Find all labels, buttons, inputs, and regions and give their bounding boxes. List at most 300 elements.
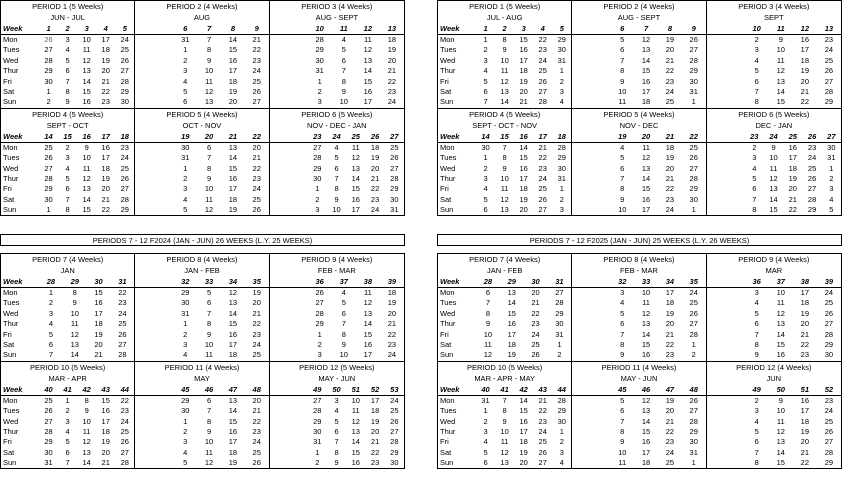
date-cell: 31 [555, 329, 564, 339]
week-header-row [135, 131, 268, 143]
day-row [438, 298, 571, 308]
day-row [135, 66, 268, 76]
day-row [572, 164, 705, 174]
week-number: 21 [665, 131, 675, 141]
day-row [270, 153, 404, 163]
date-cell: 8 [502, 35, 507, 44]
date-cell: 21 [665, 173, 675, 183]
date-cell: 1 [317, 329, 322, 339]
week-label: Week [440, 131, 460, 141]
day-label [135, 330, 173, 340]
day-row [135, 396, 268, 406]
week-label: Week [440, 24, 460, 33]
date-cell: 14 [363, 319, 373, 329]
date-cell: 24 [390, 395, 399, 405]
date-cell: 30 [44, 76, 53, 86]
day-label [135, 319, 173, 329]
week-number: 35 [689, 277, 698, 286]
date-cell: 28 [120, 458, 129, 468]
date-cell: 12 [204, 86, 214, 96]
day-row [572, 205, 705, 215]
date-cell: 20 [252, 298, 261, 308]
day-row [572, 427, 705, 437]
date-cell: 19 [519, 447, 528, 457]
day-label [135, 309, 173, 319]
date-cell: 31 [44, 458, 53, 468]
week-number: 39 [824, 277, 834, 286]
date-cell: 29 [120, 205, 129, 215]
date-cell: 19 [370, 153, 380, 163]
day-row [572, 406, 705, 416]
day-row [572, 97, 705, 107]
day-row [572, 350, 705, 360]
date-cell: 1 [46, 86, 51, 96]
date-cell: 13 [82, 184, 91, 194]
date-cell: 15 [641, 339, 651, 349]
day-row [572, 448, 705, 458]
day-label: Fri [3, 76, 12, 86]
day-row [135, 406, 268, 416]
week-header-row [1, 276, 134, 288]
date-cell: 25 [538, 184, 547, 194]
date-cell: 27 [824, 76, 834, 86]
date-cell: 5 [483, 76, 488, 86]
date-cell: 16 [101, 142, 110, 152]
date-cell: 15 [228, 163, 238, 173]
period-title: PERIOD 2 (4 Weeks) [166, 2, 238, 11]
week-number: 26 [807, 131, 817, 141]
date-cell: 9 [206, 426, 212, 436]
date-cell: 5 [483, 447, 488, 457]
day-label [135, 396, 173, 406]
date-cell: 10 [204, 339, 214, 349]
day-label: Sat [440, 194, 452, 204]
date-cell: 4 [620, 142, 625, 152]
week-number: 20 [204, 131, 214, 141]
date-cell: 23 [665, 437, 675, 447]
date-cell: 31 [181, 35, 190, 44]
day-label: Tues [3, 153, 20, 163]
day-label [572, 184, 610, 194]
day-row [135, 56, 268, 66]
week-number: 12 [363, 24, 373, 33]
week-header-row [270, 23, 404, 35]
week-label [707, 276, 745, 287]
date-cell: 19 [800, 66, 810, 76]
date-cell: 4 [341, 35, 346, 44]
date-cell: 31 [181, 153, 190, 163]
week-number: 36 [315, 277, 324, 286]
date-cell: 21 [252, 406, 261, 416]
period-title: PERIOD 8 (4 Weeks) [603, 255, 675, 264]
day-label [135, 205, 173, 215]
date-cell: 29 [44, 66, 53, 76]
day-label [572, 153, 610, 163]
date-cell: 8 [72, 288, 77, 297]
date-cell: 9 [65, 97, 70, 107]
date-cell: 2 [183, 173, 188, 183]
week-number: 41 [63, 384, 72, 394]
day-row [270, 87, 404, 97]
date-cell: 3 [754, 45, 759, 55]
date-cell: 10 [483, 329, 493, 339]
date-cell: 22 [665, 426, 675, 436]
day-label: Thur [440, 319, 456, 329]
date-cell: 24 [538, 426, 547, 436]
day-label [270, 350, 308, 360]
date-cell: 22 [370, 184, 380, 194]
date-cell: 3 [754, 288, 759, 297]
date-cell: 15 [776, 97, 785, 107]
date-cell: 14 [641, 55, 651, 65]
date-cell: 28 [807, 194, 817, 204]
date-cell: 21 [538, 395, 547, 405]
day-row [438, 427, 571, 437]
day-row [270, 184, 404, 194]
date-cell: 31 [313, 437, 322, 447]
day-row [438, 350, 571, 360]
date-cell: 30 [44, 194, 53, 204]
day-row [270, 97, 404, 107]
date-cell: 8 [620, 426, 625, 436]
week-number: 24 [332, 131, 341, 141]
date-cell: 26 [531, 350, 540, 360]
date-cell: 14 [228, 308, 238, 318]
date-cell: 7 [620, 329, 625, 339]
date-cell: 16 [363, 339, 373, 349]
date-cell: 19 [665, 395, 675, 405]
date-cell: 17 [665, 288, 675, 297]
day-row [270, 458, 404, 468]
week-number: 10 [752, 24, 761, 33]
date-cell: 9 [334, 194, 339, 204]
date-cell: 28 [824, 447, 834, 457]
day-label [572, 35, 610, 45]
date-cell: 17 [363, 350, 373, 360]
day-row [1, 97, 134, 107]
date-cell: 15 [769, 205, 778, 215]
date-cell: 28 [313, 406, 322, 416]
date-cell: 8 [65, 86, 70, 96]
day-label [270, 77, 308, 87]
period-title: PERIOD 3 (4 Weeks) [301, 2, 373, 11]
date-cell: 26 [807, 173, 817, 183]
date-cell: 24 [252, 66, 261, 76]
period-months: SEPT [764, 13, 784, 22]
date-cell: 16 [351, 194, 360, 204]
day-row [707, 309, 841, 319]
date-cell: 19 [228, 205, 238, 215]
date-cell: 15 [641, 66, 651, 76]
day-label [135, 174, 173, 184]
period-months: NOV - DEC - JAN [307, 120, 367, 130]
date-cell: 6 [334, 163, 339, 173]
date-cell: 12 [500, 76, 509, 86]
day-label [270, 330, 308, 340]
period-block [135, 1, 269, 109]
period-block [572, 254, 706, 362]
day-label: Sun [440, 458, 454, 468]
date-cell: 12 [776, 426, 785, 436]
week-number: 34 [228, 277, 238, 286]
week-number: 45 [181, 384, 190, 394]
day-label: Sat [440, 447, 452, 457]
date-cell: 14 [776, 447, 785, 457]
day-row [707, 319, 841, 329]
calendar-f2024-bottom [0, 253, 405, 469]
day-row [572, 298, 705, 308]
day-label [270, 153, 308, 163]
period-block [1, 254, 135, 362]
day-label [707, 406, 745, 416]
date-cell: 10 [332, 205, 341, 215]
day-label [572, 174, 610, 184]
week-number: 40 [44, 384, 53, 394]
date-cell: 21 [531, 298, 540, 308]
date-cell: 25 [252, 447, 261, 457]
day-label: Fri [440, 184, 449, 194]
periods-1-6-grid [438, 1, 841, 215]
date-cell: 23 [665, 194, 675, 204]
date-cell: 29 [44, 184, 53, 194]
date-cell: 29 [181, 288, 190, 297]
date-cell: 22 [387, 76, 397, 86]
date-cell: 22 [370, 447, 380, 457]
date-cell: 6 [341, 308, 346, 318]
day-label: Mon [440, 395, 455, 405]
date-cell: 12 [776, 66, 785, 76]
week-number: 15 [63, 131, 72, 141]
date-cell: 25 [531, 339, 540, 349]
date-cell: 14 [351, 173, 360, 183]
date-cell: 27 [689, 406, 698, 416]
date-cell: 3 [315, 205, 320, 215]
day-row [270, 205, 404, 215]
week-header-row [572, 23, 705, 35]
day-row [135, 288, 268, 298]
date-cell: 25 [118, 319, 127, 329]
week-number: 28 [46, 277, 56, 286]
day-label [707, 184, 745, 194]
period-title: PERIOD 1 (5 Weeks) [469, 2, 541, 11]
date-cell: 21 [800, 329, 810, 339]
date-cell: 29 [44, 437, 53, 447]
date-cell: 24 [689, 288, 698, 297]
date-cell: 30 [689, 76, 698, 86]
date-cell: 14 [82, 458, 91, 468]
day-label: Thur [3, 319, 19, 329]
week-header-row [438, 384, 571, 396]
day-label [135, 195, 173, 205]
date-cell: 20 [94, 339, 103, 349]
week-number: 51 [800, 384, 810, 394]
period-block [707, 1, 841, 109]
date-cell: 3 [559, 447, 564, 457]
date-cell: 31 [689, 86, 698, 96]
date-cell: 6 [65, 66, 70, 76]
date-cell: 24 [665, 447, 675, 457]
date-cell: 8 [341, 76, 346, 86]
week-label [135, 131, 173, 142]
date-cell: 3 [183, 184, 188, 194]
week-number: 34 [665, 277, 675, 286]
period-months: MAY [194, 373, 210, 383]
day-row [438, 309, 571, 319]
day-label [707, 87, 745, 97]
date-cell: 13 [228, 142, 238, 152]
date-cell: 7 [620, 416, 625, 426]
day-label: Tues [3, 406, 20, 416]
week-header-row [135, 384, 268, 396]
day-row [438, 319, 571, 329]
period-block [135, 109, 269, 216]
date-cell: 6 [483, 458, 488, 468]
day-row [135, 437, 268, 447]
week-number: 52 [824, 384, 834, 394]
day-label: Tues [440, 45, 457, 55]
day-label [707, 97, 745, 107]
date-cell: 16 [82, 97, 91, 107]
week-number: 50 [776, 384, 785, 394]
day-label [270, 164, 308, 174]
date-cell: 16 [228, 55, 238, 65]
periods-7-12-grid [438, 254, 841, 468]
date-cell: 6 [620, 45, 625, 55]
date-cell: 19 [228, 458, 238, 468]
date-cell: 4 [754, 298, 759, 308]
week-header-row [707, 384, 841, 396]
day-row [438, 153, 571, 163]
date-cell: 17 [228, 339, 238, 349]
date-cell: 26 [689, 308, 698, 318]
date-cell: 30 [557, 45, 566, 55]
day-label [572, 458, 610, 468]
date-cell: 14 [228, 406, 238, 416]
date-cell: 25 [665, 458, 675, 468]
date-cell: 30 [557, 416, 566, 426]
day-label: Wed [3, 55, 19, 65]
date-cell: 22 [252, 163, 261, 173]
day-label [270, 448, 308, 458]
date-cell: 19 [507, 350, 516, 360]
date-cell: 16 [519, 45, 528, 55]
week-number: 42 [82, 384, 91, 394]
date-cell: 18 [370, 142, 380, 152]
day-row [270, 396, 404, 406]
date-cell: 9 [334, 458, 339, 468]
day-label: Wed [440, 416, 456, 426]
date-cell: 10 [204, 66, 214, 76]
date-cell: 5 [754, 66, 759, 76]
day-row [707, 396, 841, 406]
date-cell: 29 [390, 184, 399, 194]
date-cell: 19 [252, 288, 261, 297]
date-cell: 16 [228, 426, 238, 436]
date-cell: 7 [485, 298, 490, 308]
day-label: Mon [440, 288, 455, 297]
date-cell: 22 [665, 339, 675, 349]
date-cell: 25 [252, 350, 261, 360]
day-row [1, 340, 134, 350]
week-number: 22 [689, 131, 698, 141]
day-label [707, 417, 745, 427]
day-label [135, 298, 173, 308]
date-cell: 26 [252, 458, 261, 468]
week-number: 50 [332, 384, 341, 394]
date-cell: 12 [351, 153, 360, 163]
date-cell: 2 [315, 458, 320, 468]
date-cell: 22 [101, 86, 110, 96]
period-title: PERIOD 4 (5 Weeks) [469, 109, 541, 119]
day-row [135, 153, 268, 163]
day-row [707, 164, 841, 174]
week-number: 41 [500, 384, 509, 394]
date-cell: 5 [754, 426, 759, 436]
date-cell: 11 [351, 142, 360, 152]
day-label [572, 164, 610, 174]
date-cell: 10 [82, 35, 91, 44]
date-cell: 7 [48, 350, 53, 360]
day-label: Mon [3, 35, 18, 44]
date-cell: 12 [70, 329, 79, 339]
date-cell: 29 [313, 163, 322, 173]
week-number: 33 [641, 277, 651, 286]
day-row [1, 174, 134, 184]
day-row [438, 45, 571, 55]
date-cell: 25 [824, 55, 834, 65]
week-number: 46 [641, 384, 651, 394]
date-cell: 27 [44, 163, 53, 173]
period-block [438, 1, 572, 109]
week-header-row [270, 131, 404, 143]
date-cell: 3 [65, 416, 70, 426]
day-label: Wed [440, 55, 456, 65]
date-cell: 8 [754, 339, 759, 349]
date-cell: 12 [483, 350, 493, 360]
date-cell: 17 [101, 153, 110, 163]
date-cell: 16 [228, 329, 238, 339]
day-label: Thur [440, 66, 456, 76]
day-row [438, 87, 571, 97]
date-cell: 23 [800, 350, 810, 360]
date-cell: 22 [665, 66, 675, 76]
day-row [572, 417, 705, 427]
date-cell: 15 [641, 426, 651, 436]
date-cell: 30 [390, 458, 399, 468]
date-cell: 27 [807, 184, 817, 194]
date-cell: 26 [120, 55, 129, 65]
date-cell: 21 [800, 86, 810, 96]
date-cell: 4 [559, 458, 564, 468]
periods-7-12-grid [1, 254, 404, 468]
week-header-row [572, 276, 705, 288]
day-row [1, 330, 134, 340]
period-title: PERIOD 12 (4 Weeks) [736, 362, 812, 372]
date-cell: 4 [65, 163, 70, 173]
date-cell: 16 [776, 350, 785, 360]
date-cell: 3 [483, 55, 488, 65]
period-months: JAN [60, 266, 75, 275]
day-row [707, 427, 841, 437]
date-cell: 15 [519, 35, 528, 44]
date-cell: 20 [519, 458, 528, 468]
date-cell: 11 [618, 458, 627, 468]
date-cell: 22 [252, 416, 261, 426]
date-cell: 6 [754, 437, 759, 447]
date-cell: 18 [370, 406, 380, 416]
day-label [572, 406, 610, 416]
date-cell: 11 [500, 437, 509, 447]
